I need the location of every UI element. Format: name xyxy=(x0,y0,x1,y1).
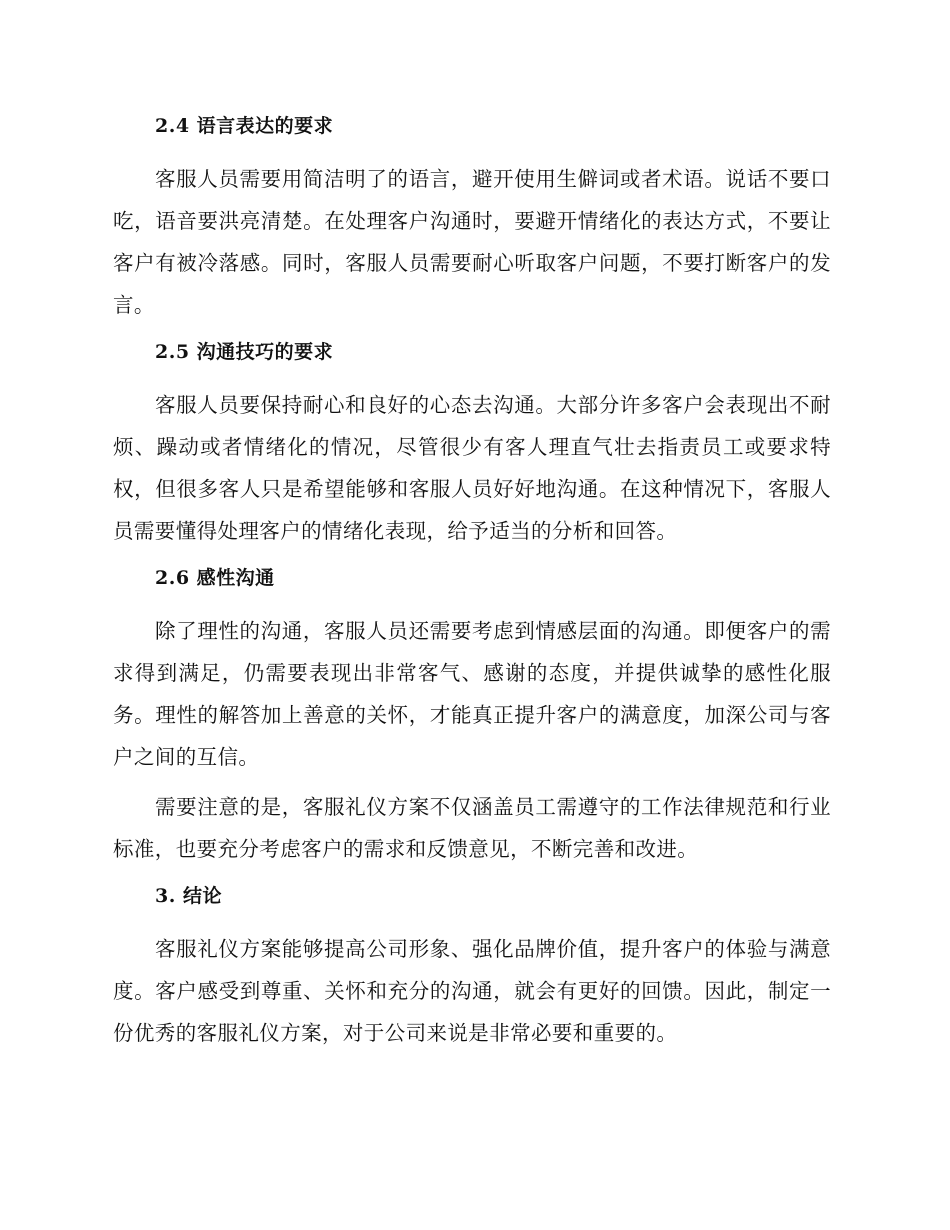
section-2-5-paragraph: 客服人员要保持耐心和良好的心态去沟通。大部分许多客户会表现出不耐烦、躁动或者情绪化的情况，尽管很少有客人理直气壮去指责员工或要求特权，但很多客人只是希望能够和客服人员好好地沟通。在这种情况下，客服人员需要懂得处理客户的情绪化表现，给予适当的分析和回答。 xyxy=(113,393,831,543)
section-2-4-paragraph: 客服人员需要用简洁明了的语言，避开使用生僻词或者术语。说话不要口吃，语音要洪亮清楚。在处理客户沟通时，要避开情绪化的表达方式，不要让客户有被冷落感。同时，客服人员需要耐心听取客户问题，不要打断客户的发言。 xyxy=(113,167,831,317)
section-2-6-paragraph-1: 除了理性的沟通，客服人员还需要考虑到情感层面的沟通。即便客户的需求得到满足，仍需要表现出非常客气、感谢的态度，并提供诚挚的感性化服务。理性的解答加上善意的关怀，才能真正提升客户的满意度，加深公司与客户之间的互信。 xyxy=(113,619,831,769)
document-page xyxy=(113,108,831,1062)
section-heading-3: 3. 结论 xyxy=(155,885,222,907)
section-3-paragraph: 客服礼仪方案能够提高公司形象、强化品牌价值，提升客户的体验与满意度。客户感受到尊重、关怀和充分的沟通，就会有更好的回馈。因此，制定一份优秀的客服礼仪方案，对于公司来说是非常必要和重要的。 xyxy=(113,937,831,1045)
section-2-6-paragraph-2: 需要注意的是，客服礼仪方案不仅涵盖员工需遵守的工作法律规范和行业标准，也要充分考虑客户的需求和反馈意见，不断完善和改进。 xyxy=(113,795,831,861)
section-heading-2-5: 2.5 沟通技巧的要求 xyxy=(155,341,334,363)
section-heading-2-4: 2.4 语言表达的要求 xyxy=(155,115,334,137)
section-heading-2-6: 2.6 感性沟通 xyxy=(155,567,275,589)
